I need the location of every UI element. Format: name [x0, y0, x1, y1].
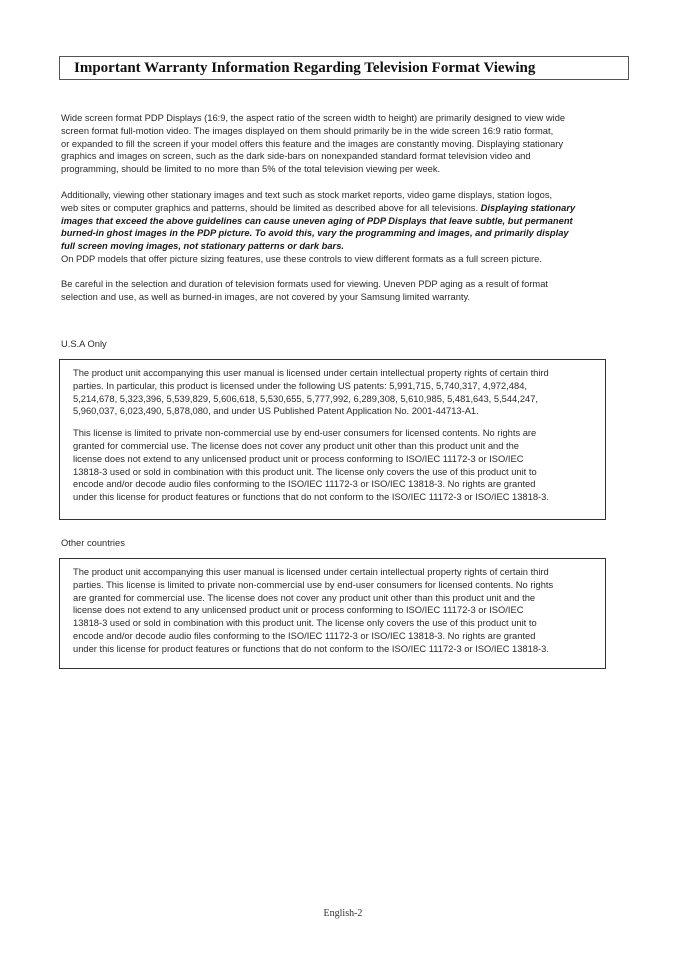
title-box	[59, 56, 629, 80]
usa-label: U.S.A Only	[61, 339, 107, 349]
text-line: parties. This license is limited to private non-commercial use by end-user consumers for licensed contents. No rights	[73, 579, 554, 590]
intro-paragraph-1	[61, 112, 631, 176]
intro-paragraph-2	[61, 189, 631, 266]
text-line: Wide screen format PDP Displays (16:9, the aspect ratio of the screen width to height) are primarily designed to view wide	[61, 113, 566, 123]
text-line: This license is limited to private non-commercial use by end-user consumers for licensed contents. No rights are	[73, 428, 537, 439]
text-line: Be careful in the selection and duration of television formats used for viewing. Uneven PDP aging as a result of format	[61, 279, 549, 289]
text-line: license does not extend to any unlicensed product unit or process conforming to ISO/IEC 11172-3 or ISO/IEC	[73, 605, 524, 616]
text-line: parties. In particular, this product is licensed under the following US patents: 5,991,715, 5,740,317, 4,972,484,	[73, 380, 527, 391]
usa-patent-paragraph	[73, 367, 605, 418]
text-line: or expanded to fill the screen if your model offers this feature and the images are constantly moving. Displaying stationary	[61, 138, 564, 149]
text-line: 13818-3 used or sold in combination with this product unit. The license only covers the use of this product unit to	[73, 618, 537, 629]
text-line: On PDP models that offer picture sizing features, use these controls to view different formats as a full screen picture.	[61, 253, 542, 264]
warning-text: burned-in ghost images in the PDP picture. To avoid this, vary the programming and images, and primarily display	[61, 228, 569, 239]
text-line: license does not extend to any unlicensed product unit or process conforming to ISO/IEC 11172-3 or ISO/IEC	[73, 453, 524, 464]
text-line	[61, 202, 631, 215]
usa-license-box	[59, 359, 606, 520]
text-line: granted for commercial use. The license does not cover any product unit other than this product unit and the	[73, 440, 519, 451]
text-line: graphics and images on screen, such as the dark side-bars on nonexpanded standard format television video and	[61, 151, 531, 162]
page-number: English-2	[323, 908, 363, 919]
text-line: screen format full-motion video. The images displayed on them should primarily be in the wide screen 16:9 ratio format,	[61, 125, 554, 136]
text-line: 5,960,037, 6,023,490, 5,878,080, and under US Published Patent Application No. 2001-44713-A1.	[73, 406, 479, 417]
warning-text: images that exceed the above guidelines can cause uneven aging of PDP Displays that leave subtle, but permanent	[61, 215, 573, 226]
text-line: encode and/or decode audio files conforming to the ISO/IEC 11172-3 or ISO/IEC 13818-3. No rights are granted	[73, 479, 536, 490]
warning-text: Displaying stationary	[480, 202, 576, 213]
text-line: selection and use, as well as burned-in images, are not covered by your Samsung limited warranty.	[61, 291, 471, 302]
text-line: under this license for product features or functions that do not conform to the ISO/IEC 11172-3 or ISO/IEC 13818-3.	[73, 492, 549, 503]
other-countries-label: Other countries	[61, 538, 125, 548]
text-line: The product unit accompanying this user manual is licensed under certain intellectual property rights of certain third	[73, 567, 549, 577]
text-line: Additionally, viewing other stationary images and text such as stock market reports, video game displays, station logos,	[61, 190, 553, 200]
usa-license-paragraph	[73, 427, 605, 504]
page-title: Important Warranty Information Regarding Television Format Viewing	[74, 59, 536, 76]
text-plain: web sites or computer graphics and patterns, should be limited as described above for all televisions.	[61, 202, 481, 213]
warning-text: full screen moving images, not stationary patterns or dark bars.	[61, 241, 344, 252]
text-line: The product unit accompanying this user manual is licensed under certain intellectual property rights of certain third	[73, 368, 549, 378]
text-line: programming, should be limited to no more than 5% of the total television viewing per week.	[61, 164, 441, 175]
text-line: 13818-3 used or sold in combination with this product unit. The license only covers the use of this product unit to	[73, 466, 537, 477]
text-line: are granted for commercial use. The license does not cover any product unit other than this product unit and the	[73, 592, 536, 603]
other-license-paragraph	[73, 566, 605, 656]
text-line: 5,214,678, 5,323,396, 5,539,829, 5,606,618, 5,530,655, 5,777,992, 6,289,308, 5,610,985, 5,481,643, 5,544,247,	[73, 393, 539, 404]
text-line: under this license for product features or functions that do not conform to the ISO/IEC 11172-3 or ISO/IEC 13818-3.	[73, 643, 549, 654]
other-license-box	[59, 558, 606, 669]
text-line: encode and/or decode audio files conforming to the ISO/IEC 11172-3 or ISO/IEC 13818-3. No rights are granted	[73, 630, 536, 641]
intro-paragraph-3	[61, 278, 631, 304]
